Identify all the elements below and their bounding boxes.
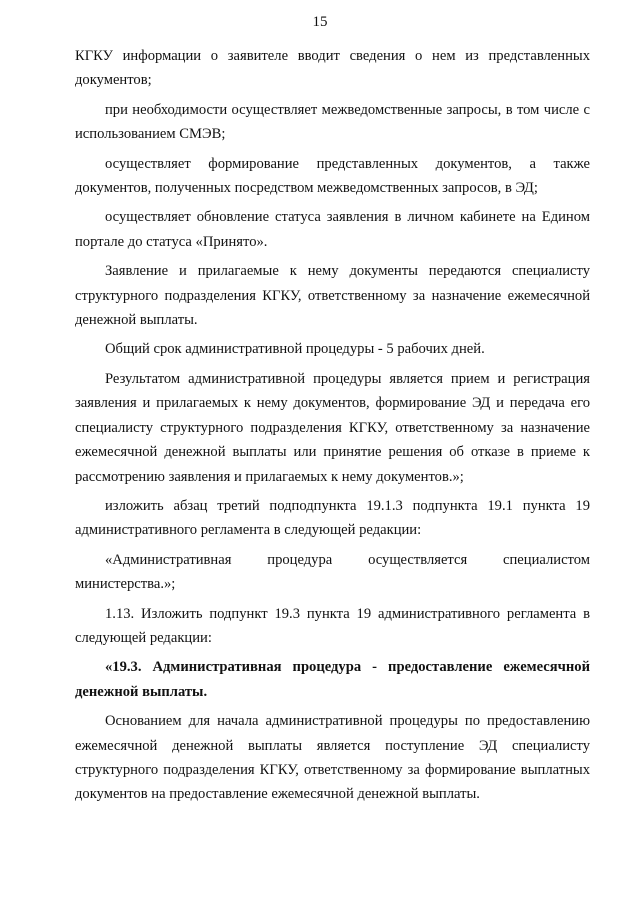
paragraph: осуществляет обновление статуса заявления в личном кабинете на Едином портале до статуса «Принято».	[75, 209, 590, 250]
document-body	[75, 44, 590, 812]
paragraph: изложить абзац третий подподпункта 19.1.3 подпункта 19.1 пункта 19 административного регламента в следующей редакции:	[75, 497, 590, 539]
paragraph: при необходимости осуществляет межведомственные запросы, в том числе с использованием СМЭВ;	[75, 101, 590, 143]
paragraph: Заявление и прилагаемые к нему документы передаются специалисту структурного подразделения КГКУ, ответственному за назначение ежемесячной денежной выплаты.	[75, 263, 590, 329]
paragraph: осуществляет формирование представленных документов, а также документов, полученных посредством межведомственных запросов, в ЭД;	[75, 155, 590, 197]
paragraph: КГКУ информации о заявителе вводит сведения о нем из представленных документов;	[75, 48, 590, 89]
paragraph: «Административная процедура осуществляется специалистом министерства.»;	[75, 551, 590, 593]
paragraph: Общий срок административной процедуры - 5 рабочих дней.	[105, 341, 485, 358]
paragraph: Результатом административной процедуры является прием и регистрация заявления и прилагаемых к нему документов, формирование ЭД и передача его специалисту структурного подразделения КГКУ, ответственному за назначение ежемесячной денежной выплаты или принятие решения об отказе в приеме к рассмотрению заявления и прилагаемых к нему документов.»;	[75, 370, 590, 485]
paragraph: Основанием для начала административной процедуры по предоставлению ежемесячной денежной выплаты является поступление ЭД специалисту структурного подразделения КГКУ, ответственному за формирование выплатных документов на предоставление ежемесячной денежной выплаты.	[75, 713, 590, 803]
paragraph: 1.13. Изложить подпункт 19.3 пункта 19 административного регламента в следующей редакции:	[75, 605, 590, 646]
section-heading: «19.3. Административная процедура - предоставление ежемесячной денежной выплаты.	[75, 659, 590, 700]
page-number: 15	[312, 14, 328, 30]
